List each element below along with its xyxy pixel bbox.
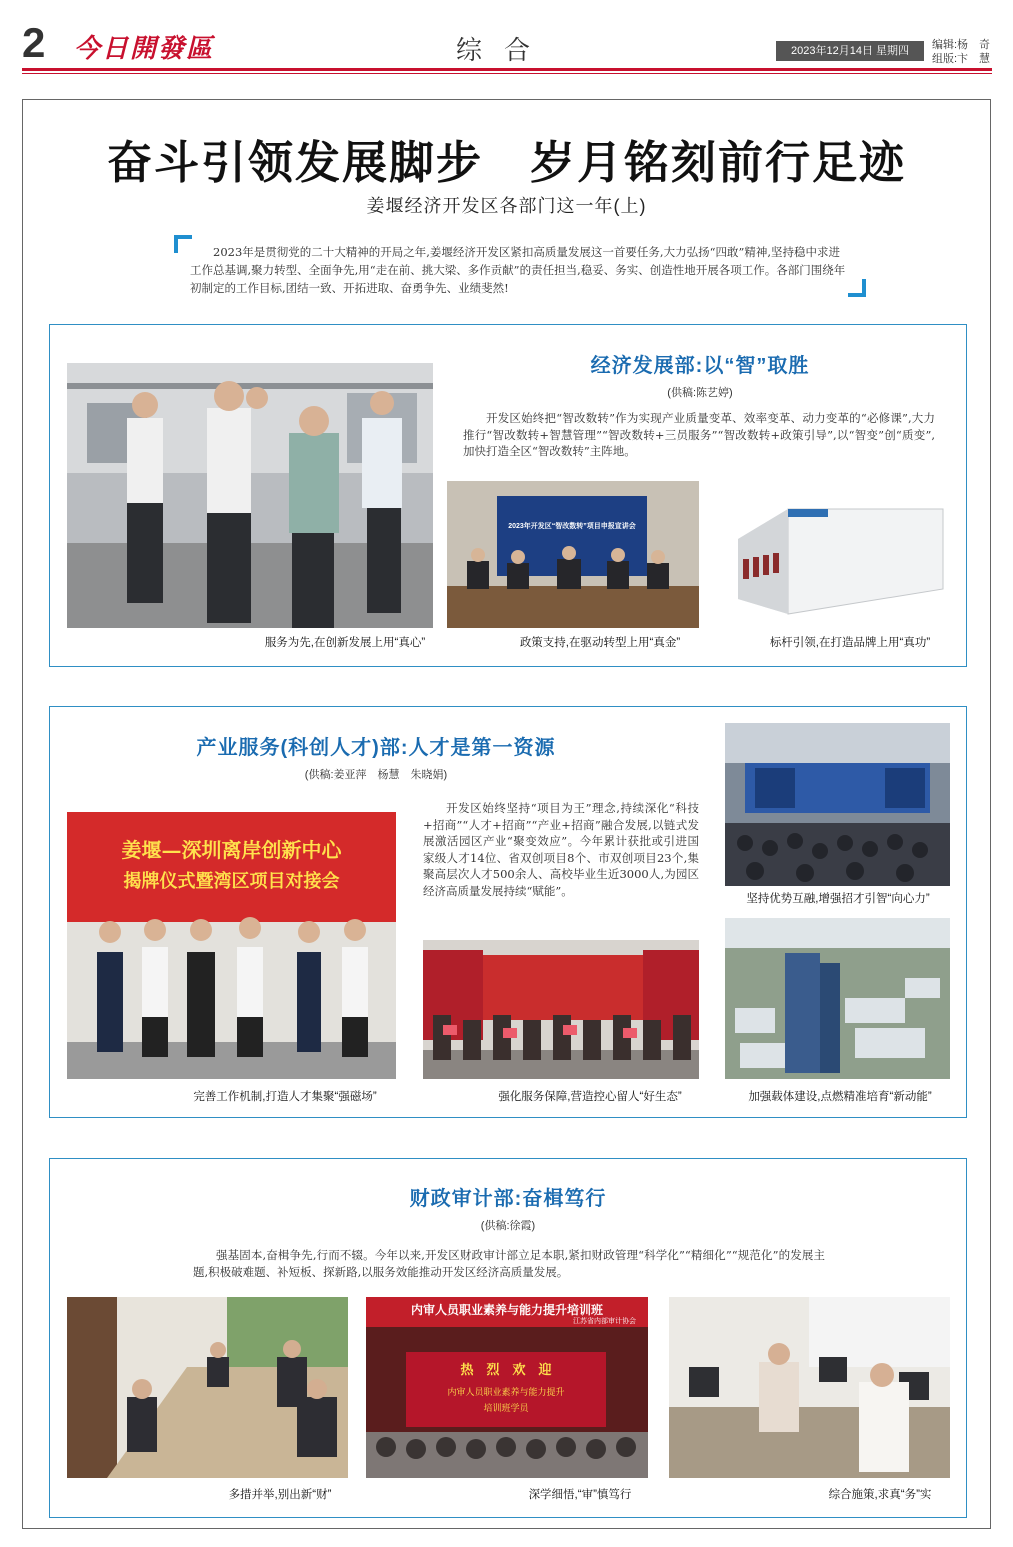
section-name: 综合	[456, 36, 553, 66]
photo-talent-event	[423, 940, 699, 1079]
header-rule-thin	[22, 73, 992, 74]
photo-industrial-park	[725, 918, 950, 1079]
layout-name: 组版:卞 慧	[932, 53, 991, 65]
photo-innovation-center-ceremony	[67, 812, 396, 1079]
section-credit: (供稿:徐霞)	[480, 1220, 536, 1232]
editor-name: 编辑:杨 奇	[932, 39, 991, 51]
banner-title: 姜堰—深圳离岸创新中心	[121, 838, 342, 862]
issue-date: 2023年12月14日 星期四	[776, 41, 924, 61]
section-body: 开发区始终坚持“项目为王”理念,持续深化“科技+招商”“人才+招商”“产业+招商”融合发展,以链式发展激活园区产业“聚变效应”。今年累计获批或引进国家级人才14位、省双创项目8个、市双创项目23个,集聚高层次人才500余人、高校毕业生近3000人,为园区经济高质量发展持续“赋能”。	[423, 801, 699, 898]
editor-credits	[932, 38, 990, 66]
photo-caption: 服务为先,在创新发展上用“真心”	[264, 637, 426, 649]
section-body: 开发区始终把“智改数转”作为实现产业质量变革、效率变革、动力变革的“必修课”,大力推行“智改数转+智慧管理”“智改数转+三员服务”“智改数转+政策引导”,以“智变”创“质变”,加快打造全区“智改数转”主阵地。	[463, 411, 935, 458]
quote-bracket-close	[848, 279, 866, 297]
screen-trainees: 培训班学员	[483, 1404, 529, 1414]
page-headline: 奋斗引领发展脚步 岁月铭刻前行足迹	[106, 136, 906, 189]
section-title: 产业服务(科创人才)部:人才是第一资源	[196, 737, 556, 759]
briefing-banner-text: 2023年开发区“智改数转”项目申报宣讲会	[508, 523, 636, 530]
photo-caption: 坚持优势互融,增强招才引智“向心力”	[746, 893, 930, 905]
photo-finance-meeting	[67, 1297, 348, 1478]
training-organizer: 江苏省内部审计协会	[573, 1318, 636, 1325]
section-body: 强基固本,奋楫争先,行而不辍。今年以来,开发区财政审计部立足本职,紧扣财政管理“科学化”“精细化”“规范化”的发展主题,积极破难题、补短板、探新路,以服务效能推动开发区经济高质量发展。	[193, 1248, 825, 1279]
photo-caption: 强化服务保障,营造控心留人“好生态”	[498, 1091, 682, 1103]
training-banner: 内审人员职业素养与能力提升培训班	[410, 1303, 603, 1317]
photo-caption: 深学细悟,“审”慎笃行	[528, 1489, 632, 1501]
photo-caption: 标杆引领,在打造品牌上用“真功”	[769, 637, 931, 649]
section-credit: (供稿:陈艺婷)	[667, 387, 733, 399]
photo-caption: 加强载体建设,点燃精准培育“新动能”	[748, 1091, 932, 1103]
intro-paragraph: 2023年是贯彻党的二十大精神的开局之年,姜堰经济开发区紧扣高质量发展这一首要任务,大力弘扬“四敢”精神,坚持稳中求进工作总基调,聚力转型、全面争先,用“走在前、挑大梁、多作贡献”的责任担当,稳妥、务实、创造性地开展各项工作。各部门围绕年初制定的工作目标,团结一致、开拓进取、奋勇争先、业绩斐然!	[190, 245, 846, 295]
section-title: 财政审计部:奋楫笃行	[409, 1188, 607, 1210]
header-rule	[22, 68, 992, 71]
section-title: 经济发展部:以“智”取胜	[590, 355, 810, 377]
photo-talent-forum	[725, 723, 950, 886]
photo-policy-briefing	[447, 481, 699, 628]
photo-caption: 完善工作机制,打造人才集聚“强磁场”	[193, 1091, 377, 1103]
section-credit: (供稿:姜亚萍 杨慧 朱晓娟)	[304, 769, 448, 781]
photo-caption: 综合施策,求真“务”实	[828, 1489, 932, 1501]
screen-course: 内审人员职业素养与能力提升	[447, 1388, 565, 1398]
photo-caption: 政策支持,在驱动转型上用“真金”	[519, 637, 681, 649]
screen-welcome: 热 烈 欢 迎	[460, 1363, 552, 1378]
page-subheadline: 姜堰经济开发区各部门这一年(上)	[366, 196, 647, 216]
photo-equipment	[728, 489, 950, 628]
photo-caption: 多措并举,别出新“财”	[228, 1489, 332, 1501]
banner-subtitle: 揭牌仪式暨湾区项目对接会	[123, 871, 340, 892]
page-number: 2	[22, 19, 46, 66]
newspaper-logo: 今日開發區	[74, 34, 215, 64]
photo-office-work	[669, 1297, 950, 1478]
photo-audit-training	[366, 1297, 648, 1478]
photo-site-inspection	[67, 363, 433, 628]
